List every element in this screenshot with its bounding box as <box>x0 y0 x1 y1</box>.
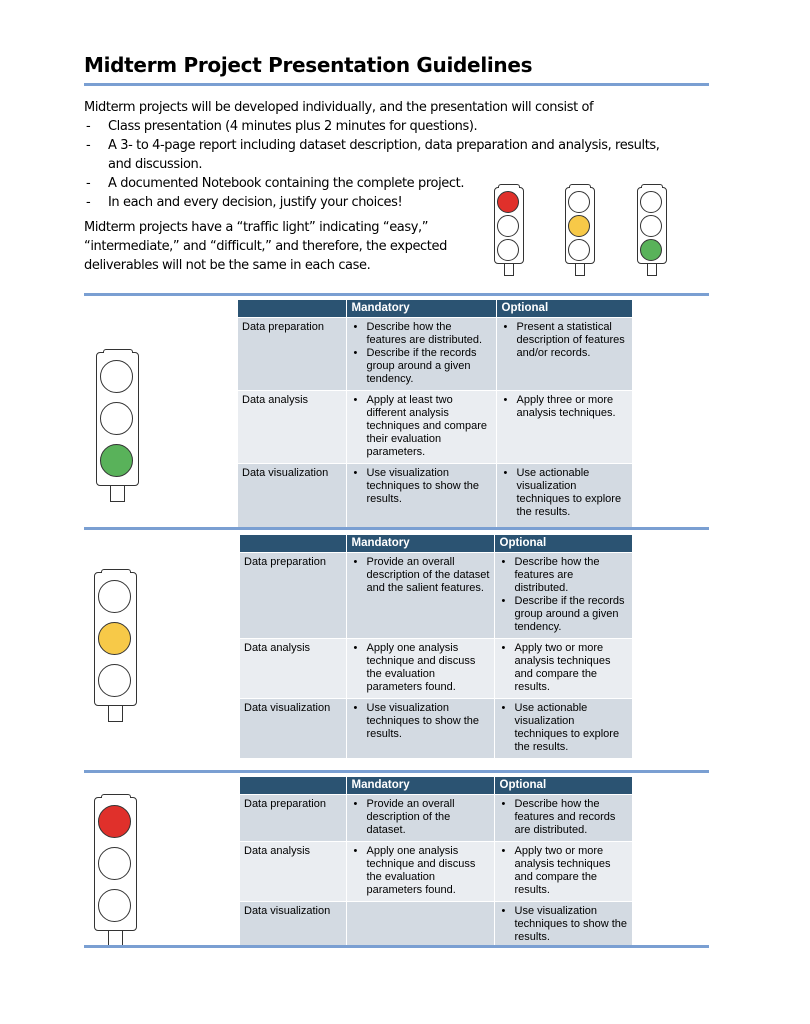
mandatory-cell <box>346 552 494 638</box>
row-label: Data visualization <box>238 463 346 529</box>
list-item: • Describe how the features are distributed. <box>499 556 629 595</box>
yellow-lamp <box>640 215 662 237</box>
red-lamp <box>640 191 662 213</box>
table-header-optional: Optional <box>494 535 632 552</box>
mandatory-cell <box>346 901 494 948</box>
divider <box>84 945 709 948</box>
list-item: • Apply three or more analysis techniques. <box>501 394 629 420</box>
table-header-blank <box>238 300 346 317</box>
mandatory-cell <box>346 794 494 841</box>
list-item: • Apply one analysis technique and discuss the evaluation parameters found. <box>351 845 490 897</box>
divider <box>84 770 709 773</box>
red-lamp <box>98 580 131 613</box>
mandatory-cell <box>346 841 494 901</box>
optional-cell <box>494 638 632 698</box>
list-item: • Use visualization techniques to show the results. <box>351 702 490 741</box>
list-item: • Apply one analysis technique and discuss the evaluation parameters found. <box>351 642 490 694</box>
optional-cell <box>494 841 632 901</box>
mandatory-cell <box>346 463 496 529</box>
list-item: • Apply two or more analysis techniques and compare the results. <box>499 642 629 694</box>
optional-cell <box>494 794 632 841</box>
row-label: Data visualization <box>240 698 346 758</box>
optional-cell <box>494 552 632 638</box>
list-item: • Describe how the features and records are distributed. <box>499 798 629 837</box>
page-title: Midterm Project Presentation Guidelines <box>84 53 533 77</box>
row-label: Data preparation <box>240 794 346 841</box>
yellow-lamp <box>568 215 590 237</box>
list-item: • Use visualization techniques to show the results. <box>499 905 629 944</box>
row-label: Data analysis <box>238 390 346 463</box>
table-header-mandatory: Mandatory <box>346 535 494 552</box>
divider <box>84 293 709 296</box>
traffic-light-note: Midterm projects have a “traffic light” indicating “easy,” “intermediate,” and “difficult,” and therefore, the expected deliverables will not be the same in each case. <box>84 220 447 273</box>
table-row <box>240 552 632 638</box>
mandatory-cell <box>346 317 496 390</box>
list-item: • Provide an overall description of the dataset and the salient features. <box>351 556 490 595</box>
list-item: • Describe if the records group around a given tendency. <box>351 347 492 386</box>
list-item: • Describe if the records group around a given tendency. <box>499 595 629 634</box>
row-label: Data visualization <box>240 901 346 948</box>
yellow-lamp <box>98 847 131 880</box>
green-lamp <box>497 239 519 261</box>
optional-cell <box>494 698 632 758</box>
green-lamp <box>98 664 131 697</box>
mandatory-cell <box>346 698 494 758</box>
table-row <box>238 317 632 390</box>
optional-cell <box>496 317 632 390</box>
list-item: - A 3- to 4-page report including dataset description, data preparation and analysis, results, and discussion. <box>84 136 664 174</box>
yellow-lamp <box>100 402 133 435</box>
table-row <box>238 463 632 529</box>
table-row <box>240 698 632 758</box>
table-header-blank <box>240 535 346 552</box>
list-item: - A documented Notebook containing the complete project. <box>84 174 684 193</box>
optional-cell <box>496 390 632 463</box>
list-item: • Use actionable visualization techniques to explore the results. <box>501 467 629 519</box>
green-lamp <box>98 889 131 922</box>
row-label: Data analysis <box>240 638 346 698</box>
red-lamp <box>98 805 131 838</box>
optional-cell <box>496 463 632 529</box>
table-row <box>240 638 632 698</box>
requirements-table-difficult <box>240 777 632 948</box>
list-item: • Provide an overall description of the dataset. <box>351 798 490 837</box>
mandatory-cell <box>346 390 496 463</box>
green-lamp <box>568 239 590 261</box>
red-lamp <box>100 360 133 393</box>
table-header-mandatory: Mandatory <box>346 300 496 317</box>
list-item: • Present a statistical description of features and/or records. <box>501 321 629 360</box>
table-row <box>240 901 632 948</box>
red-lamp <box>497 191 519 213</box>
list-item: - In each and every decision, justify your choices! <box>84 193 684 212</box>
list-item: • Apply at least two different analysis techniques and compare their evaluation parameters. <box>351 394 492 459</box>
list-item: • Use actionable visualization techniques to explore the results. <box>499 702 629 754</box>
yellow-lamp <box>98 622 131 655</box>
list-item: • Describe how the features are distributed. <box>351 321 492 347</box>
green-lamp <box>640 239 662 261</box>
requirements-table-intermediate <box>240 535 632 758</box>
requirements-table-easy <box>238 300 632 529</box>
intro-lead: Midterm projects will be developed individually, and the presentation will consist of <box>84 100 594 115</box>
list-item: • Use visualization techniques to show the results. <box>351 467 492 506</box>
row-label: Data preparation <box>238 317 346 390</box>
list-item: • Apply two or more analysis techniques and compare the results. <box>499 845 629 897</box>
mandatory-cell <box>346 638 494 698</box>
table-header-optional: Optional <box>496 300 632 317</box>
divider <box>84 83 709 86</box>
row-label: Data preparation <box>240 552 346 638</box>
table-row <box>240 794 632 841</box>
yellow-lamp <box>497 215 519 237</box>
table-header-blank <box>240 777 346 794</box>
list-item: - Class presentation (4 minutes plus 2 minutes for questions). <box>84 117 684 136</box>
green-lamp <box>100 444 133 477</box>
red-lamp <box>568 191 590 213</box>
table-header-mandatory: Mandatory <box>346 777 494 794</box>
table-header-optional: Optional <box>494 777 632 794</box>
table-row <box>240 841 632 901</box>
optional-cell <box>494 901 632 948</box>
divider <box>84 527 709 530</box>
row-label: Data analysis <box>240 841 346 901</box>
table-row <box>238 390 632 463</box>
